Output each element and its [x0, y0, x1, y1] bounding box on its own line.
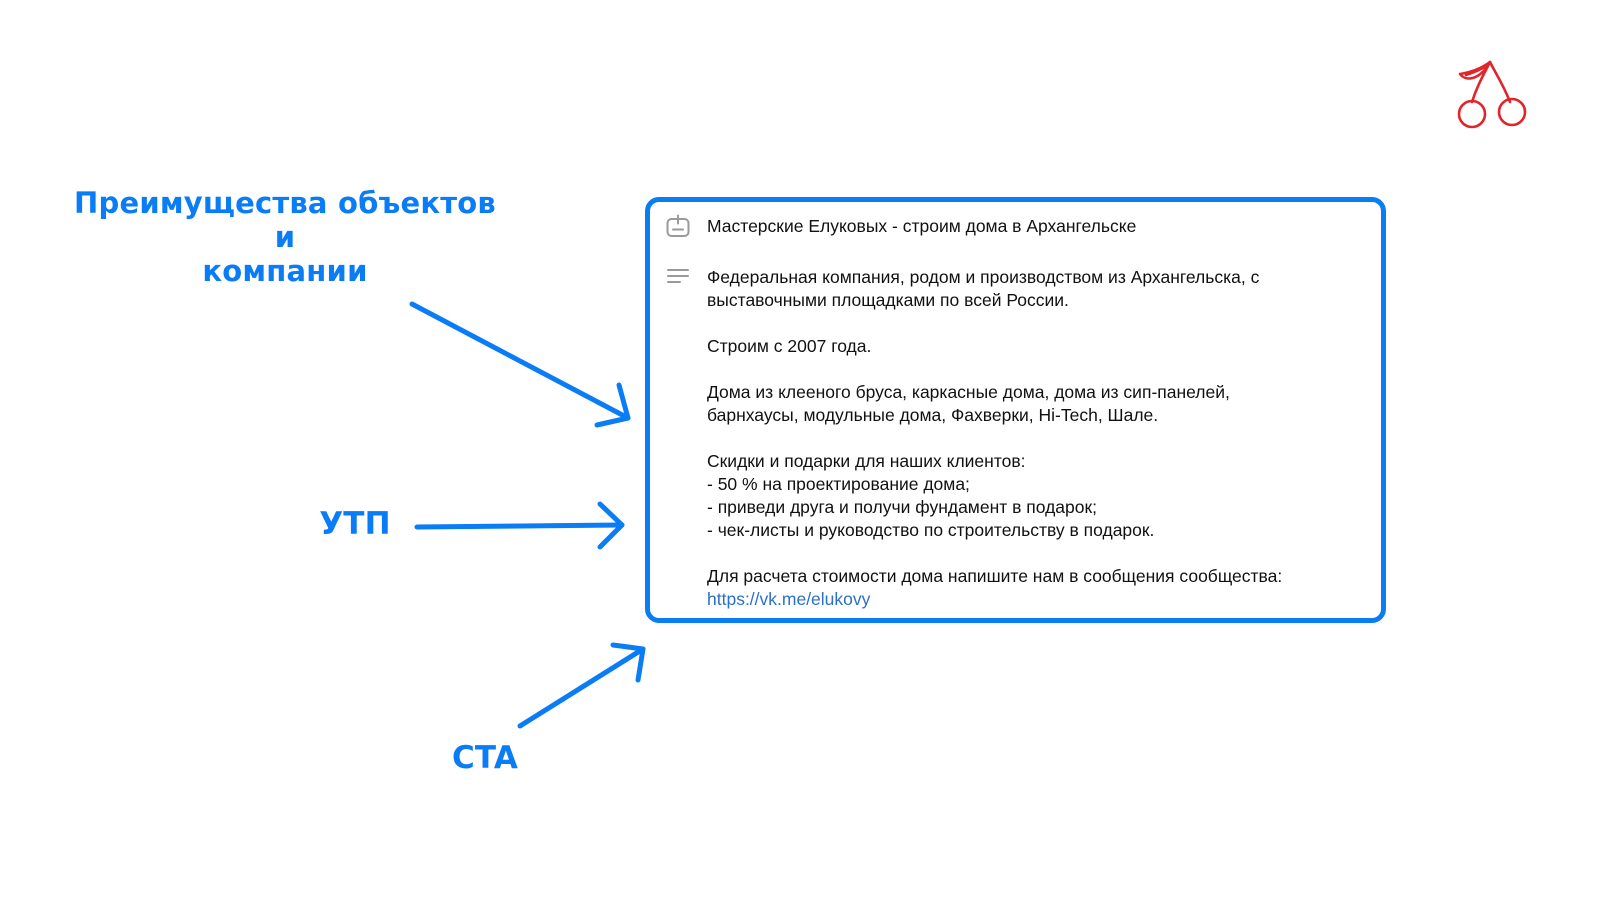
post-text-line: - приведи друга и получи фундамент в подарок;	[707, 497, 1098, 517]
cherry-icon	[1452, 58, 1536, 130]
arrow-cta	[520, 645, 643, 726]
post-text-line: Скидки и подарки для наших клиентов:	[707, 451, 1026, 471]
post-title-icon	[665, 214, 691, 240]
post-text-line: Дома из клееного бруса, каркасные дома, дома из сип-панелей,	[707, 382, 1230, 402]
advantages-label	[60, 186, 510, 288]
advantages-label-line2: компании	[202, 254, 368, 288]
post-text-line: Строим с 2007 года.	[707, 336, 872, 356]
arrow-utp	[417, 504, 622, 547]
post-link[interactable]: https://vk.me/elukovy	[707, 589, 871, 609]
post-paragraph	[707, 266, 1367, 312]
post-text-line: - 50 % на проектирование дома;	[707, 474, 970, 494]
utp-label: УТП	[319, 506, 391, 542]
post-text-line: барнхаусы, модульные дома, Фахверки, Hi-Tech, Шале.	[707, 405, 1159, 425]
cta-label: CTA	[451, 740, 519, 776]
post-paragraph	[707, 335, 1367, 358]
post-paragraph	[707, 381, 1367, 427]
arrow-advantages	[412, 304, 628, 425]
post-text-line: - чек-листы и руководство по строительству в подарок.	[707, 520, 1155, 540]
post-paragraph	[707, 565, 1367, 588]
advantages-label-line1: Преимущества объектов и	[74, 186, 496, 254]
post-paragraph	[707, 450, 1367, 542]
post-title: Мастерские Елуковых - строим дома в Архангельске	[707, 216, 1137, 236]
text-lines-icon	[665, 265, 691, 291]
post-text-line: Для расчета стоимости дома напишите нам в сообщения сообщества:	[707, 566, 1283, 586]
post-paragraphs	[707, 266, 1367, 588]
post-description	[707, 266, 1367, 611]
post-card	[645, 197, 1386, 623]
post-text-line: выставочными площадками по всей России.	[707, 290, 1069, 310]
post-text-line: Федеральная компания, родом и производством из Архангельска, с	[707, 267, 1260, 287]
